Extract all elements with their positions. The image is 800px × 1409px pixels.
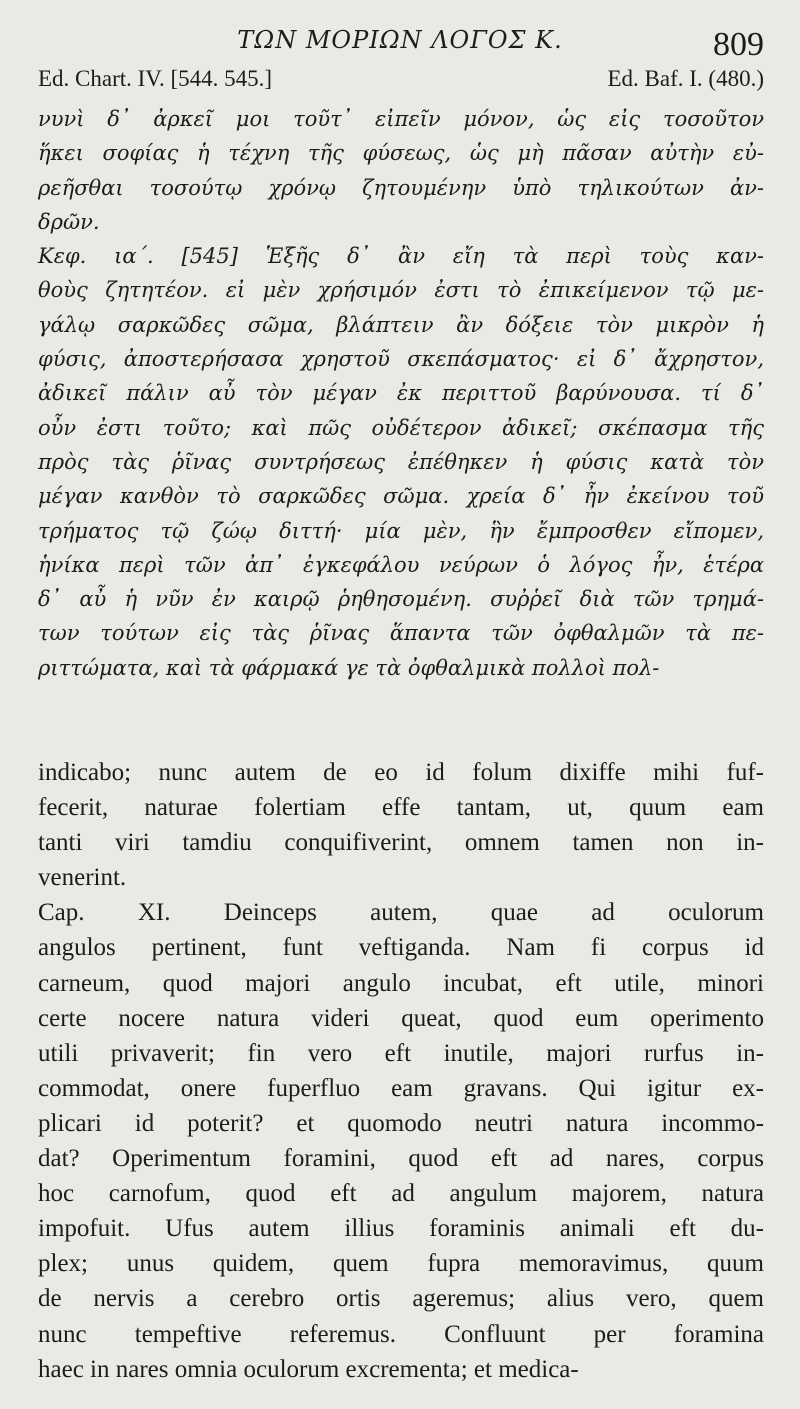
greek-text-line: οὖν ἐστι τοῦτο; καὶ πῶς οὐδέτερον ἀδικεῖ; σκέπασμα τῆς <box>38 415 764 440</box>
latin-text-line: angulos pertinent, funt veftiganda. Nam fi corpus id <box>38 934 764 962</box>
latin-text-column <box>38 755 764 1387</box>
latin-text-line: fecerit, naturae folertiam effe tantam, ut, quum eam <box>38 794 764 822</box>
greek-text-line: φύσις, ἀποστερήσασα χρηστοῦ σκεπάσματος· εἰ δ᾽ ἄχρηστον, <box>38 347 764 372</box>
latin-text-line: plicari id poterit? et quomodo neutri natura incommo- <box>38 1109 764 1137</box>
page-number: 809 <box>713 26 764 63</box>
running-head: ΤΩΝ ΜΟΡΙΩΝ ΛΟΓΟΣ Κ. <box>237 26 563 54</box>
latin-text-line: commodat, onere fuperfluo eam gravans. Qui igitur ex- <box>38 1074 764 1102</box>
edition-reference-right: Ed. Baf. I. (480.) <box>607 66 764 91</box>
greek-text-line: θοὺς ζητητέον. εἰ μὲν χρήσιμόν ἐστι τὸ ἐπικείμενον τῷ με- <box>38 278 764 303</box>
greek-text-column <box>38 102 764 685</box>
latin-text-line: utili privaverit; fin vero eft inutile, majori rurfus in- <box>38 1039 764 1067</box>
greek-text-line: γάλῳ σαρκῶδες σῶμα, βλάπτειν ἂν δόξειε τὸν μικρὸν ἡ <box>38 312 764 337</box>
latin-text-line: impofuit. Ufus autem illius foraminis animali eft du- <box>38 1215 764 1243</box>
greek-text-line: των τούτων εἰς τὰς ῥῖνας ἅπαντα τῶν ὀφθαλμῶν τὰ πε- <box>38 621 764 646</box>
greek-text-line: ἀδικεῖ πάλιν αὖ τὸν μέγαν ἐκ περιττοῦ βαρύνουσα. τί δ᾽ <box>38 381 764 406</box>
greek-text-line: δ᾽ αὖ ἡ νῦν ἐν καιρῷ ῥηθησομένη. συῤῥεῖ διὰ τῶν τρημά- <box>38 587 764 612</box>
latin-text-line: plex; unus quidem, quem fupra memoravimus, quum <box>38 1250 764 1278</box>
greek-text-line: μέγαν κανθὸν τὸ σαρκῶδες σῶμα. χρεία δ᾽ ἦν ἐκείνου τοῦ <box>38 484 764 509</box>
latin-text-line: haec in nares omnia oculorum excrementa; et medica- <box>38 1355 579 1383</box>
latin-text-line: indicabo; nunc autem de eo id folum dixiffe mihi fuf- <box>38 759 764 786</box>
greek-text-line: ἥκει σοφίας ἡ τέχνη τῆς φύσεως, ὡς μὴ πᾶσαν αὐτὴν εὐ- <box>38 141 764 166</box>
greek-text-line: τρήματος τῷ ζώῳ διττή· μία μὲν, ἣν ἔμπροσθεν εἴπομεν, <box>38 518 764 543</box>
edition-reference-line <box>38 66 764 92</box>
latin-text-line: nunc tempeftive referemus. Confluunt per foramina <box>38 1320 764 1348</box>
latin-text-line: hoc carnofum, quod eft ad angulum majorem, natura <box>38 1180 764 1208</box>
latin-text-line: tanti viri tamdiu conquifiverint, omnem tamen non in- <box>38 829 764 857</box>
latin-text-line: dat? Operimentum foramini, quod eft ad nares, corpus <box>38 1145 764 1173</box>
greek-text-line: δρῶν. <box>38 209 100 234</box>
latin-text-line: de nervis a cerebro ortis ageremus; alius vero, quem <box>38 1285 764 1313</box>
greek-text-line: νυνὶ δ᾽ ἀρκεῖ μοι τοῦτ᾽ εἰπεῖν μόνον, ὡς εἰς τοσοῦτον <box>38 107 764 131</box>
latin-text-line: venerint. <box>38 864 127 892</box>
latin-text-line: carneum, quod majori angulo incubat, eft utile, minori <box>38 969 764 997</box>
greek-text-line: ρεῆσθαι τοσούτῳ χρόνῳ ζητουμένην ὑπὸ τηλικούτων ἀν- <box>38 175 764 200</box>
latin-text-line: Cap. XI. Deinceps autem, quae ad oculorum <box>38 899 764 927</box>
greek-text-line: πρὸς τὰς ῥῖνας συντρήσεως ἐπέθηκεν ἡ φύσις κατὰ τὸν <box>38 449 764 474</box>
greek-text-line: ἡνίκα περὶ τῶν ἀπ᾽ ἐγκεφάλου νεύρων ὁ λόγος ἦν, ἑτέρα <box>38 552 764 577</box>
greek-text-line: Κεφ. ια΄. [545] Ἑξῆς δ᾽ ἂν εἴη τὰ περὶ τοὺς καν- <box>38 244 764 269</box>
latin-text-line: certe nocere natura videri queat, quod eum operimento <box>38 1004 764 1032</box>
edition-reference-left: Ed. Chart. IV. [544. 545.] <box>38 66 273 91</box>
greek-text-line: ριττώματα, καὶ τὰ φάρμακά γε τὰ ὀφθαλμικὰ πολλοὶ πολ- <box>38 655 660 680</box>
